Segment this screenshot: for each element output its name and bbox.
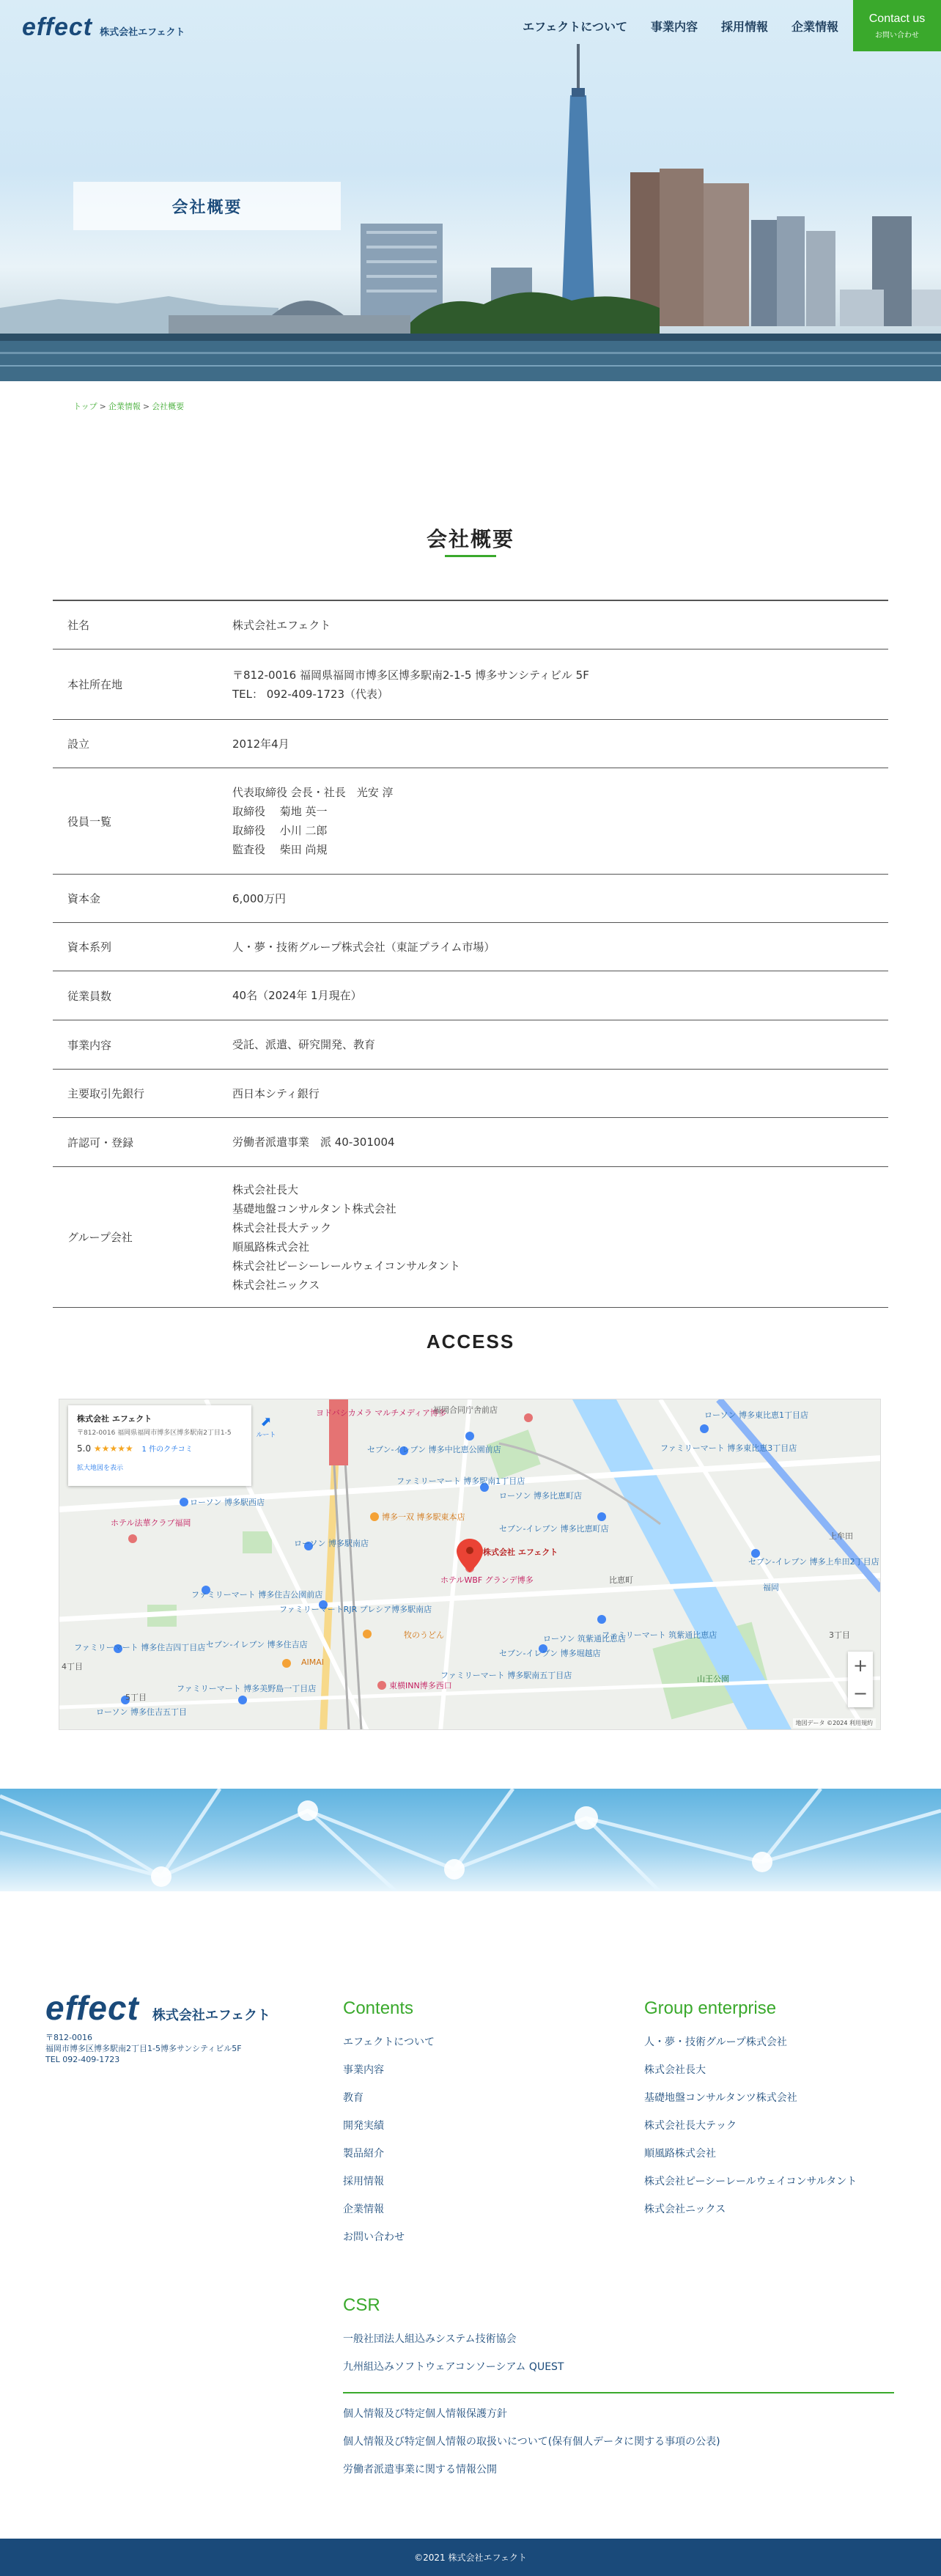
row-label: 従業員数 [67,989,112,1003]
table-row [53,601,888,649]
svg-text:東横INN博多西口: 東横INN博多西口 [389,1681,452,1690]
table-row [53,923,888,971]
company-profile-table [53,600,888,1308]
svg-text:ローソン 博多比恵町店: ローソン 博多比恵町店 [499,1491,583,1501]
zoom-in-button[interactable]: + [852,1655,868,1676]
row-label: 社名 [67,619,90,632]
footer-csr-link[interactable]: 一般社団法人組込みシステム技術協会 [343,2333,517,2345]
svg-text:セブン-イレブン 博多中比恵公園前店: セブン-イレブン 博多中比恵公園前店 [367,1445,501,1454]
access-heading: ACCESS [426,1331,515,1353]
svg-text:福岡合同庁舎前店: 福岡合同庁舎前店 [433,1405,498,1415]
row-label: 役員一覧 [67,814,112,828]
svg-text:牧のうどん: 牧のうどん [404,1630,444,1640]
directions-icon: ⬈ [260,1414,272,1429]
map-place-name: 株式会社 エフェクト [77,1414,152,1424]
svg-text:AIMAI: AIMAI [301,1657,325,1667]
svg-text:上牟田: 上牟田 [829,1531,853,1541]
row-value: 株式会社長大 基礎地盤コンサルタント株式会社 株式会社長大テック 順風路株式会社 株式会社ピーシーレールウェイコンサルタント 株式会社ニックス [232,1182,460,1292]
footer-group-column [644,1998,857,2230]
footer-link-contact[interactable]: お問い合わせ [343,2231,405,2243]
svg-text:セブン-イレブン 博多堀越店: セブン-イレブン 博多堀越店 [499,1649,601,1658]
privacy-policy-link[interactable]: 個人情報及び特定個人情報保護方針 [343,2408,507,2420]
site-header [0,0,941,51]
table-row [53,1070,888,1118]
svg-text:セブン-イレブン 博多住吉店: セブン-イレブン 博多住吉店 [206,1640,308,1649]
row-value: 西日本シティ銀行 [232,1086,320,1100]
row-label: 設立 [67,737,90,751]
table-row [53,1167,888,1308]
svg-text:博多一双 博多駅東本店: 博多一双 博多駅東本店 [382,1512,465,1522]
map-place-rating: 5.0 ★★★★★ 1 件のクチコミ [77,1443,193,1454]
row-label: 資本金 [67,892,101,905]
row-value: 人・夢・技術グループ株式会社（東証プライム市場） [232,940,495,954]
row-value: 受託、派遣、研究開発、教育 [232,1038,376,1051]
table-row [53,720,888,768]
footer-contents-heading: Contents [343,1998,414,2018]
logo-wordmark: effect [22,13,93,41]
svg-text:比恵町: 比恵町 [609,1575,633,1585]
breadcrumb: トップ > 企業情報 > 会社概要 [73,402,185,411]
svg-text:ローソン 博多住吉五丁目: ローソン 博多住吉五丁目 [96,1707,188,1717]
map-place-card [68,1405,251,1486]
svg-text:ファミリーマート 博多美野島一丁目店: ファミリーマート 博多美野島一丁目店 [177,1684,317,1693]
row-label: 資本系列 [67,941,112,954]
hero-title-box [73,182,341,230]
footer-csr-heading: CSR [343,2295,380,2315]
footer-logo-wordmark: effect [45,1989,139,2027]
page-title: 会社概要 [426,527,514,551]
svg-text:5丁目: 5丁目 [125,1693,147,1702]
footer-link-products[interactable]: 製品紹介 [343,2148,384,2160]
footer-link-works[interactable]: 開発実績 [343,2120,384,2132]
contact-button-label-ja: お問い合わせ [875,31,919,40]
nav-company[interactable]: 企業情報 [791,19,838,34]
row-value: 労働者派遣事業 派 40-301004 [232,1136,395,1149]
network-lines-graphic [0,1789,941,1891]
table-row [53,768,888,875]
svg-text:ファミリーマート 博多駅南五丁目店: ファミリーマート 博多駅南五丁目店 [440,1671,572,1680]
footer-group-link[interactable]: 株式会社ニックス [644,2204,726,2215]
svg-text:ホテルWBF グランデ博多: ホテルWBF グランデ博多 [440,1575,534,1585]
footer-legal-links [343,2407,720,2490]
row-value: 株式会社エフェクト [232,618,331,632]
review-count-link[interactable]: 1 件のクチコミ [141,1446,193,1454]
table-row [53,649,888,720]
svg-text:ローソン 博多駅西店: ローソン 博多駅西店 [190,1498,265,1507]
directions-button[interactable]: ⬈ ルート [251,1414,281,1439]
dispatch-disclosure-link[interactable]: 労働者派遣事業に関する情報公開 [343,2464,497,2476]
network-banner-image [0,1789,941,1891]
footer-divider [343,2392,894,2393]
hero-title: 会社概要 [171,198,243,217]
svg-text:ホテル法華クラブ福岡: ホテル法華クラブ福岡 [111,1518,191,1528]
row-label: 事業内容 [67,1038,112,1052]
row-value: 6,000万円 [232,891,286,905]
footer-group-link[interactable]: 基礎地盤コンサルタンツ株式会社 [644,2092,797,2104]
svg-text:山王公園: 山王公園 [697,1674,729,1684]
row-label: グループ会社 [67,1231,133,1244]
site-logo[interactable] [22,13,185,42]
svg-text:ファミリーマート 博多住吉四丁目店: ファミリーマート 博多住吉四丁目店 [74,1643,206,1652]
zoom-out-button[interactable]: − [852,1683,868,1704]
footer-group-link[interactable]: 人・夢・技術グループ株式会社 [644,2036,787,2048]
footer-group-heading: Group enterprise [644,1998,777,2018]
map-place-address: 〒812-0016 福岡県福岡市博多区博多駅南2丁目1-5 [77,1429,232,1437]
table-row [53,971,888,1020]
svg-text:ローソン 博多駅南店: ローソン 博多駅南店 [294,1539,369,1548]
svg-text:ファミリーマートRJR プレシア博多駅南店: ファミリーマートRJR プレシア博多駅南店 [279,1605,432,1614]
footer-group-link[interactable]: 順風路株式会社 [644,2148,716,2160]
footer-logo-company: 株式会社エフェクト [152,2008,270,2023]
footer-csr-column [343,2295,564,2388]
svg-text:ローソン 博多東比恵1丁目店: ローソン 博多東比恵1丁目店 [704,1410,809,1420]
breadcrumb-corporate[interactable]: 企業情報 [108,402,141,411]
hero-banner [0,0,941,381]
row-value: 代表取締役 会長・社長 光安 淳 取締役 菊地 英一 取締役 小川 二郎 監査役 柴田 尚規 [232,786,394,856]
table-row [53,1020,888,1070]
svg-text:3丁目: 3丁目 [829,1630,850,1640]
footer-link-education[interactable]: 教育 [343,2092,364,2104]
footer-contents-column [343,1998,435,2258]
row-value: 2012年4月 [232,737,289,751]
google-map[interactable] [59,1399,881,1730]
footer-link-about[interactable]: エフェクトについて [343,2036,435,2048]
svg-text:ヨドバシカメラ マルチメディア博多: ヨドバシカメラ マルチメディア博多 [316,1408,446,1418]
personal-data-handling-link[interactable]: 個人情報及び特定個人情報の取扱いについて(保有個人データに関する事項の公表) [343,2436,720,2448]
row-label: 主要取引先銀行 [67,1087,145,1100]
row-label: 本社所在地 [67,678,123,691]
footer-link-recruit[interactable]: 採用情報 [343,2176,384,2187]
svg-text:ファミリーマート 筑紫通比恵店: ファミリーマート 筑紫通比恵店 [602,1630,717,1640]
svg-text:株式会社 エフェクト: 株式会社 エフェクト [483,1548,558,1557]
svg-text:ファミリーマート 博多駅南1丁目店: ファミリーマート 博多駅南1丁目店 [396,1476,525,1486]
nav-business[interactable]: 事業内容 [650,19,698,34]
svg-text:セブン-イレブン 博多上牟田2丁目店: セブン-イレブン 博多上牟田2丁目店 [748,1557,879,1567]
svg-text:福岡: 福岡 [763,1583,779,1592]
svg-text:セブン-イレブン 博多比恵町店: セブン-イレブン 博多比恵町店 [499,1524,609,1534]
footer-group-link[interactable]: 株式会社ピーシーレールウェイコンサルタント [644,2176,857,2187]
footer-group-link[interactable]: 株式会社長大テック [644,2120,737,2132]
contact-button[interactable] [853,0,941,51]
nav-about[interactable]: エフェクトについて [523,19,627,34]
logo-company-name: 株式会社エフェクト [100,27,185,38]
table-row [53,875,888,923]
main-nav [523,0,838,51]
footer-link-business[interactable]: 事業内容 [343,2064,384,2076]
footer-link-company[interactable]: 企業情報 [343,2204,384,2215]
footer-group-link[interactable]: 株式会社長大 [644,2064,706,2076]
map-attribution[interactable]: 地図データ ©2024 利用規約 [793,1718,876,1728]
breadcrumb-current: 会社概要 [152,402,185,411]
svg-text:ファミリーマート 博多東比恵3丁目店: ファミリーマート 博多東比恵3丁目店 [660,1443,797,1453]
table-row [53,1118,888,1167]
star-rating-icon: ★★★★★ [93,1443,133,1454]
breadcrumb-top[interactable]: トップ [73,402,97,411]
row-value: 〒812-0016 福岡県福岡市博多区博多駅南2-1-5 博多サンシティビル 5F TEL： 092-409-1723（代表） [232,668,589,701]
contact-button-label-en: Contact us [868,12,926,25]
footer-csr-link[interactable]: 九州組込みソフトウェアコンソーシアム QUEST [343,2361,564,2373]
footer-logo[interactable] [45,1988,270,2028]
svg-text:4丁目: 4丁目 [62,1662,83,1671]
nav-recruit[interactable]: 採用情報 [720,19,768,34]
row-label: 許認可・登録 [67,1136,134,1149]
svg-text:ローソン 筑紫通比恵店: ローソン 筑紫通比恵店 [543,1634,627,1644]
footer-address: 〒812-0016 福岡市博多区博多駅南2丁目1-5博多サンシティビル5F TEL 092-409-1723 [45,2033,242,2064]
svg-text:ファミリーマート 博多住吉公園前店: ファミリーマート 博多住吉公園前店 [191,1590,323,1600]
title-underline [445,555,496,557]
copyright-bar [0,2539,941,2576]
view-larger-map-link[interactable]: 拡大地図を表示 [77,1465,124,1472]
map-zoom-control [848,1652,873,1707]
row-value: 40名（2024年 1月現在） [232,989,362,1002]
copyright-text: ©2021 株式会社エフェクト [414,2553,527,2563]
